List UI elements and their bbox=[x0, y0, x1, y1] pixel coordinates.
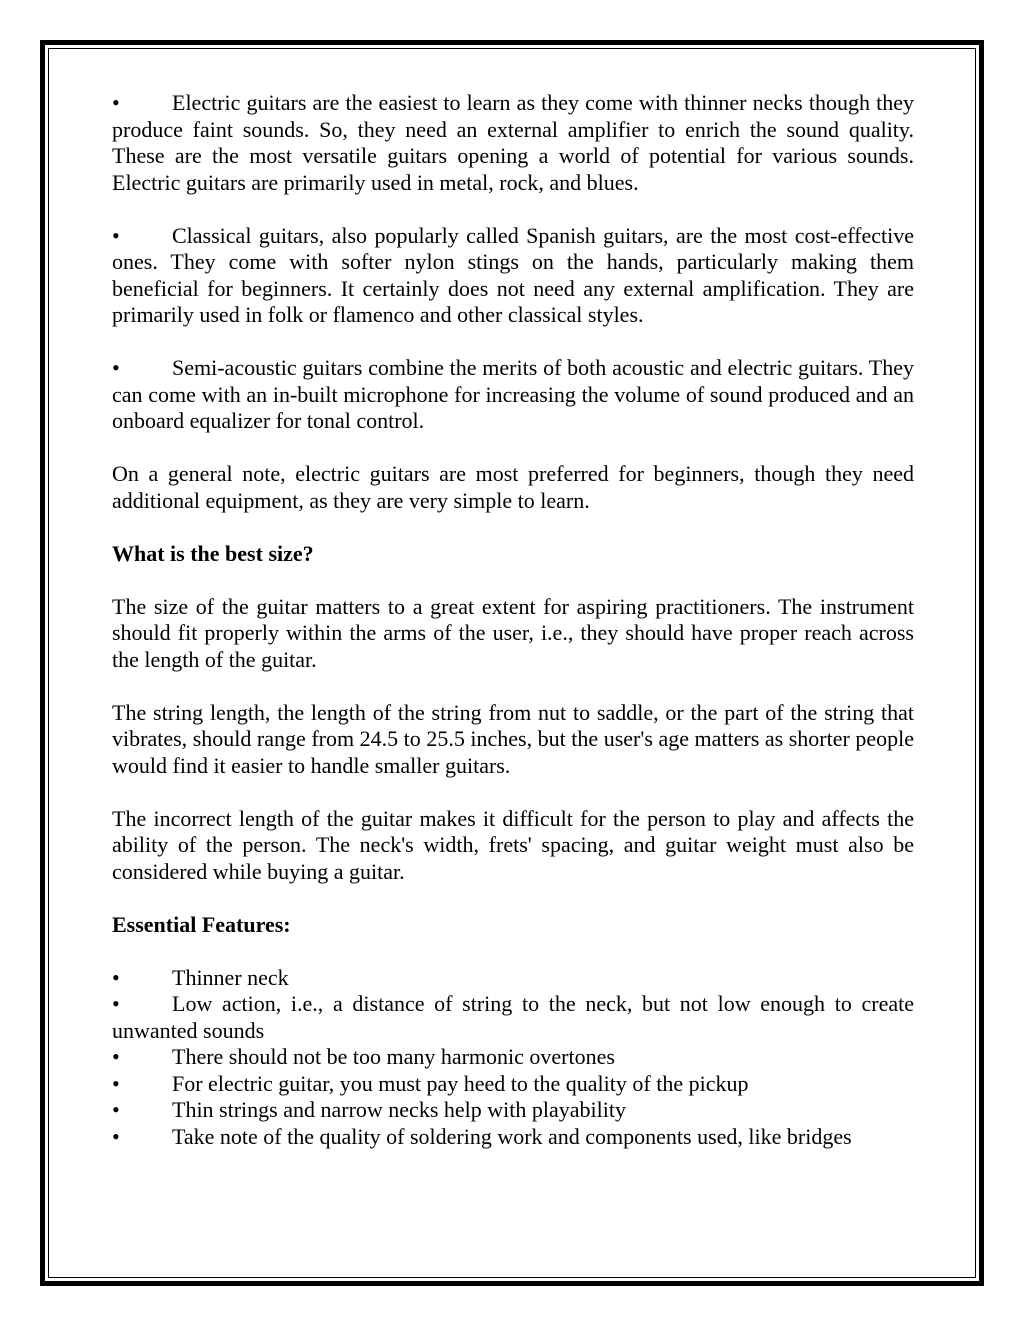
guitar-type-electric-text: Electric guitars are the easiest to learn as they come with thinner necks though they produce faint sounds. So, they need an external amplifier to enrich the sound quality. These are the most versatile guitars opening a world of potential for various sounds. Electric guitars are primarily used in metal, rock, and blues. bbox=[112, 90, 914, 195]
guitar-type-classical bbox=[112, 223, 914, 329]
general-note-paragraph: On a general note, electric guitars are most preferred for beginners, though they need additional equipment, as they are very simple to learn. bbox=[112, 461, 914, 513]
guitar-type-semi-acoustic bbox=[112, 355, 914, 435]
feature-item-text: For electric guitar, you must pay heed to the quality of the pickup bbox=[172, 1070, 749, 1096]
guitar-type-semi-acoustic-text: Semi-acoustic guitars combine the merits of both acoustic and electric guitars. They can come with an in-built microphone for increasing the volume of sound produced and an onboard equalizer for tonal control. bbox=[112, 355, 914, 433]
feature-item bbox=[112, 1124, 914, 1151]
feature-item bbox=[112, 1044, 914, 1071]
feature-item bbox=[112, 991, 914, 1044]
feature-item-text: Take note of the quality of soldering work and components used, like bridges bbox=[172, 1123, 852, 1149]
feature-item bbox=[112, 1097, 914, 1124]
document-body bbox=[112, 90, 914, 1150]
feature-item-text: Thin strings and narrow necks help with playability bbox=[172, 1097, 626, 1122]
size-heading: What is the best size? bbox=[112, 540, 314, 566]
feature-item bbox=[112, 1071, 914, 1098]
feature-item bbox=[112, 965, 914, 992]
guitar-type-electric bbox=[112, 90, 914, 196]
size-paragraph-1: The size of the guitar matters to a great extent for aspiring practitioners. The instrument should fit properly within the arms of the user, i.e., they should have proper reach across the length of the guitar. bbox=[112, 593, 914, 672]
features-heading: Essential Features: bbox=[112, 911, 291, 937]
feature-item-text: Low action, i.e., a distance of string to the neck, but not low enough to create unwanted sounds bbox=[112, 991, 914, 1043]
feature-item-text: There should not be too many harmonic overtones bbox=[172, 1044, 615, 1069]
features-list bbox=[112, 965, 914, 1151]
size-paragraph-2: The string length, the length of the string from nut to saddle, or the part of the string that vibrates, should range from 24.5 to 25.5 inches, but the user's age matters as shorter people would find it easier to handle smaller guitars. bbox=[112, 699, 914, 778]
feature-item-text: Thinner neck bbox=[172, 964, 289, 990]
guitar-type-classical-text: Classical guitars, also popularly called Spanish guitars, are the most cost-effective ones. They come with softer nylon stings on the hands, particularly making them beneficial for beginners. It certainly does not need any external amplification. They are primarily used in folk or flamenco and other classical styles. bbox=[112, 222, 914, 327]
size-paragraph-3: The incorrect length of the guitar makes it difficult for the person to play and affects the ability of the person. The neck's width, frets' spacing, and guitar weight must also be considered while buying a guitar. bbox=[112, 805, 914, 884]
